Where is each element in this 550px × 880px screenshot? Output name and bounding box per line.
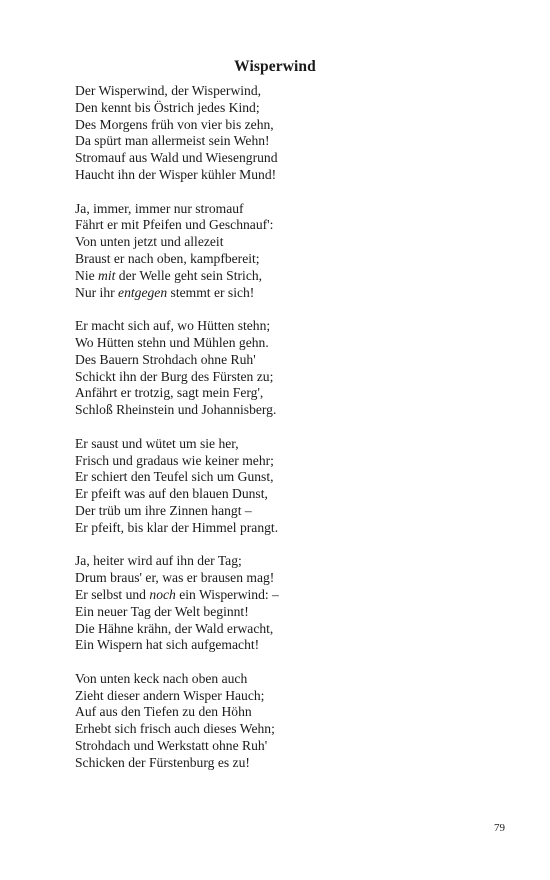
- line-text: Schicken der Fürstenburg es zu!: [75, 754, 250, 770]
- line-text: Nur ihr: [75, 284, 119, 300]
- poem-line: [75, 150, 515, 167]
- line-text: Ein neuer Tag der Welt beginnt!: [75, 603, 249, 619]
- line-text: Nie: [75, 267, 99, 283]
- poem-line: [75, 402, 515, 419]
- poem-line: [75, 335, 515, 352]
- poem-line: [75, 201, 515, 218]
- poem-line: [75, 100, 515, 117]
- stanza: [75, 83, 515, 184]
- line-text: Von unten jetzt und allezeit: [75, 234, 224, 250]
- poem-line: [75, 704, 515, 721]
- poem-line: [75, 133, 515, 150]
- poem-line: [75, 369, 515, 386]
- stanza: [75, 318, 515, 419]
- poem-line: [75, 621, 515, 638]
- line-text: Stromauf aus Wald und Wiesengrund: [75, 150, 278, 166]
- poem-body: [75, 83, 515, 788]
- stanza: [75, 436, 515, 537]
- poem-line: [75, 251, 515, 268]
- line-text: Er selbst und: [75, 586, 150, 602]
- line-text: Er pfeift, bis klar der Himmel prangt.: [75, 519, 279, 535]
- line-text: Von unten keck nach oben auch: [75, 670, 248, 686]
- line-text: Haucht ihn der Wisper kühler Mund!: [75, 166, 277, 182]
- line-text: Anfährt er trotzig, sagt mein Ferg',: [75, 385, 264, 401]
- poem-line: [75, 83, 515, 100]
- poem-line: [75, 436, 515, 453]
- stanza: [75, 553, 515, 654]
- line-italic-text: entgegen: [118, 284, 168, 300]
- poem-line: [75, 268, 515, 285]
- line-text: Ja, immer, immer nur stromauf: [75, 200, 244, 216]
- line-text: Des Bauern Strohdach ohne Ruh': [75, 351, 256, 367]
- line-text: Er saust und wütet um sie her,: [75, 435, 239, 451]
- stanza: [75, 671, 515, 772]
- line-text: der Welle geht sein Strich,: [115, 267, 263, 283]
- line-text: Schloß Rheinstein und Johannisberg.: [75, 402, 277, 418]
- line-text: Den kennt bis Östrich jedes Kind;: [75, 99, 260, 115]
- poem-line: [75, 217, 515, 234]
- line-text: Fährt er mit Pfeifen und Geschnauf':: [75, 217, 274, 233]
- poem-line: [75, 503, 515, 520]
- line-text: Wo Hütten stehn und Mühlen gehn.: [75, 334, 269, 350]
- line-text: Des Morgens früh von vier bis zehn,: [75, 116, 274, 132]
- line-text: Braust er nach oben, kampfbereit;: [75, 250, 260, 266]
- poem-line: [75, 167, 515, 184]
- line-text: Der trüb um ihre Zinnen hangt –: [75, 502, 252, 518]
- poem-line: [75, 688, 515, 705]
- poem-line: [75, 637, 515, 654]
- line-text: Frisch und gradaus wie keiner mehr;: [75, 452, 274, 468]
- line-text: Ja, heiter wird auf ihn der Tag;: [75, 553, 242, 569]
- poem-line: [75, 352, 515, 369]
- line-text: Er macht sich auf, wo Hütten stehn;: [75, 318, 271, 334]
- line-text: Drum braus' er, was er brausen mag!: [75, 570, 275, 586]
- line-text: Er schiert den Teufel sich um Gunst,: [75, 469, 274, 485]
- poem-line: [75, 587, 515, 604]
- line-italic-text: mit: [98, 267, 116, 283]
- poem-line: [75, 318, 515, 335]
- line-text: stemmt er sich!: [167, 284, 255, 300]
- line-text: Die Hähne krähn, der Wald erwacht,: [75, 620, 274, 636]
- line-text: Strohdach und Werkstatt ohne Ruh': [75, 738, 268, 754]
- poem-line: [75, 117, 515, 134]
- poem-line: [75, 520, 515, 537]
- line-text: Schickt ihn der Burg des Fürsten zu;: [75, 368, 274, 384]
- line-text: ein Wisperwind: –: [175, 586, 279, 602]
- page-number: 79: [494, 822, 505, 834]
- line-text: Zieht dieser andern Wisper Hauch;: [75, 687, 265, 703]
- line-text: Erhebt sich frisch auch dieses Wehn;: [75, 721, 275, 737]
- line-text: Er pfeift was auf den blauen Dunst,: [75, 486, 268, 502]
- poem-line: [75, 721, 515, 738]
- poem-line: [75, 553, 515, 570]
- poem-line: [75, 453, 515, 470]
- poem-line: [75, 486, 515, 503]
- poem-line: [75, 234, 515, 251]
- stanza: [75, 201, 515, 302]
- poem-title: Wisperwind: [234, 58, 316, 75]
- poem-line: [75, 604, 515, 621]
- poem-line: [75, 738, 515, 755]
- poem-line: [75, 285, 515, 302]
- line-text: Ein Wispern hat sich aufgemacht!: [75, 637, 260, 653]
- line-text: Da spürt man allermeist sein Wehn!: [75, 133, 270, 149]
- line-italic-text: noch: [149, 586, 176, 602]
- poem-line: [75, 385, 515, 402]
- line-text: Der Wisperwind, der Wisperwind,: [75, 83, 262, 98]
- poem-line: [75, 755, 515, 772]
- poem-line: [75, 469, 515, 486]
- poem-line: [75, 570, 515, 587]
- line-text: Auf aus den Tiefen zu den Höhn: [75, 704, 252, 720]
- poem-line: [75, 671, 515, 688]
